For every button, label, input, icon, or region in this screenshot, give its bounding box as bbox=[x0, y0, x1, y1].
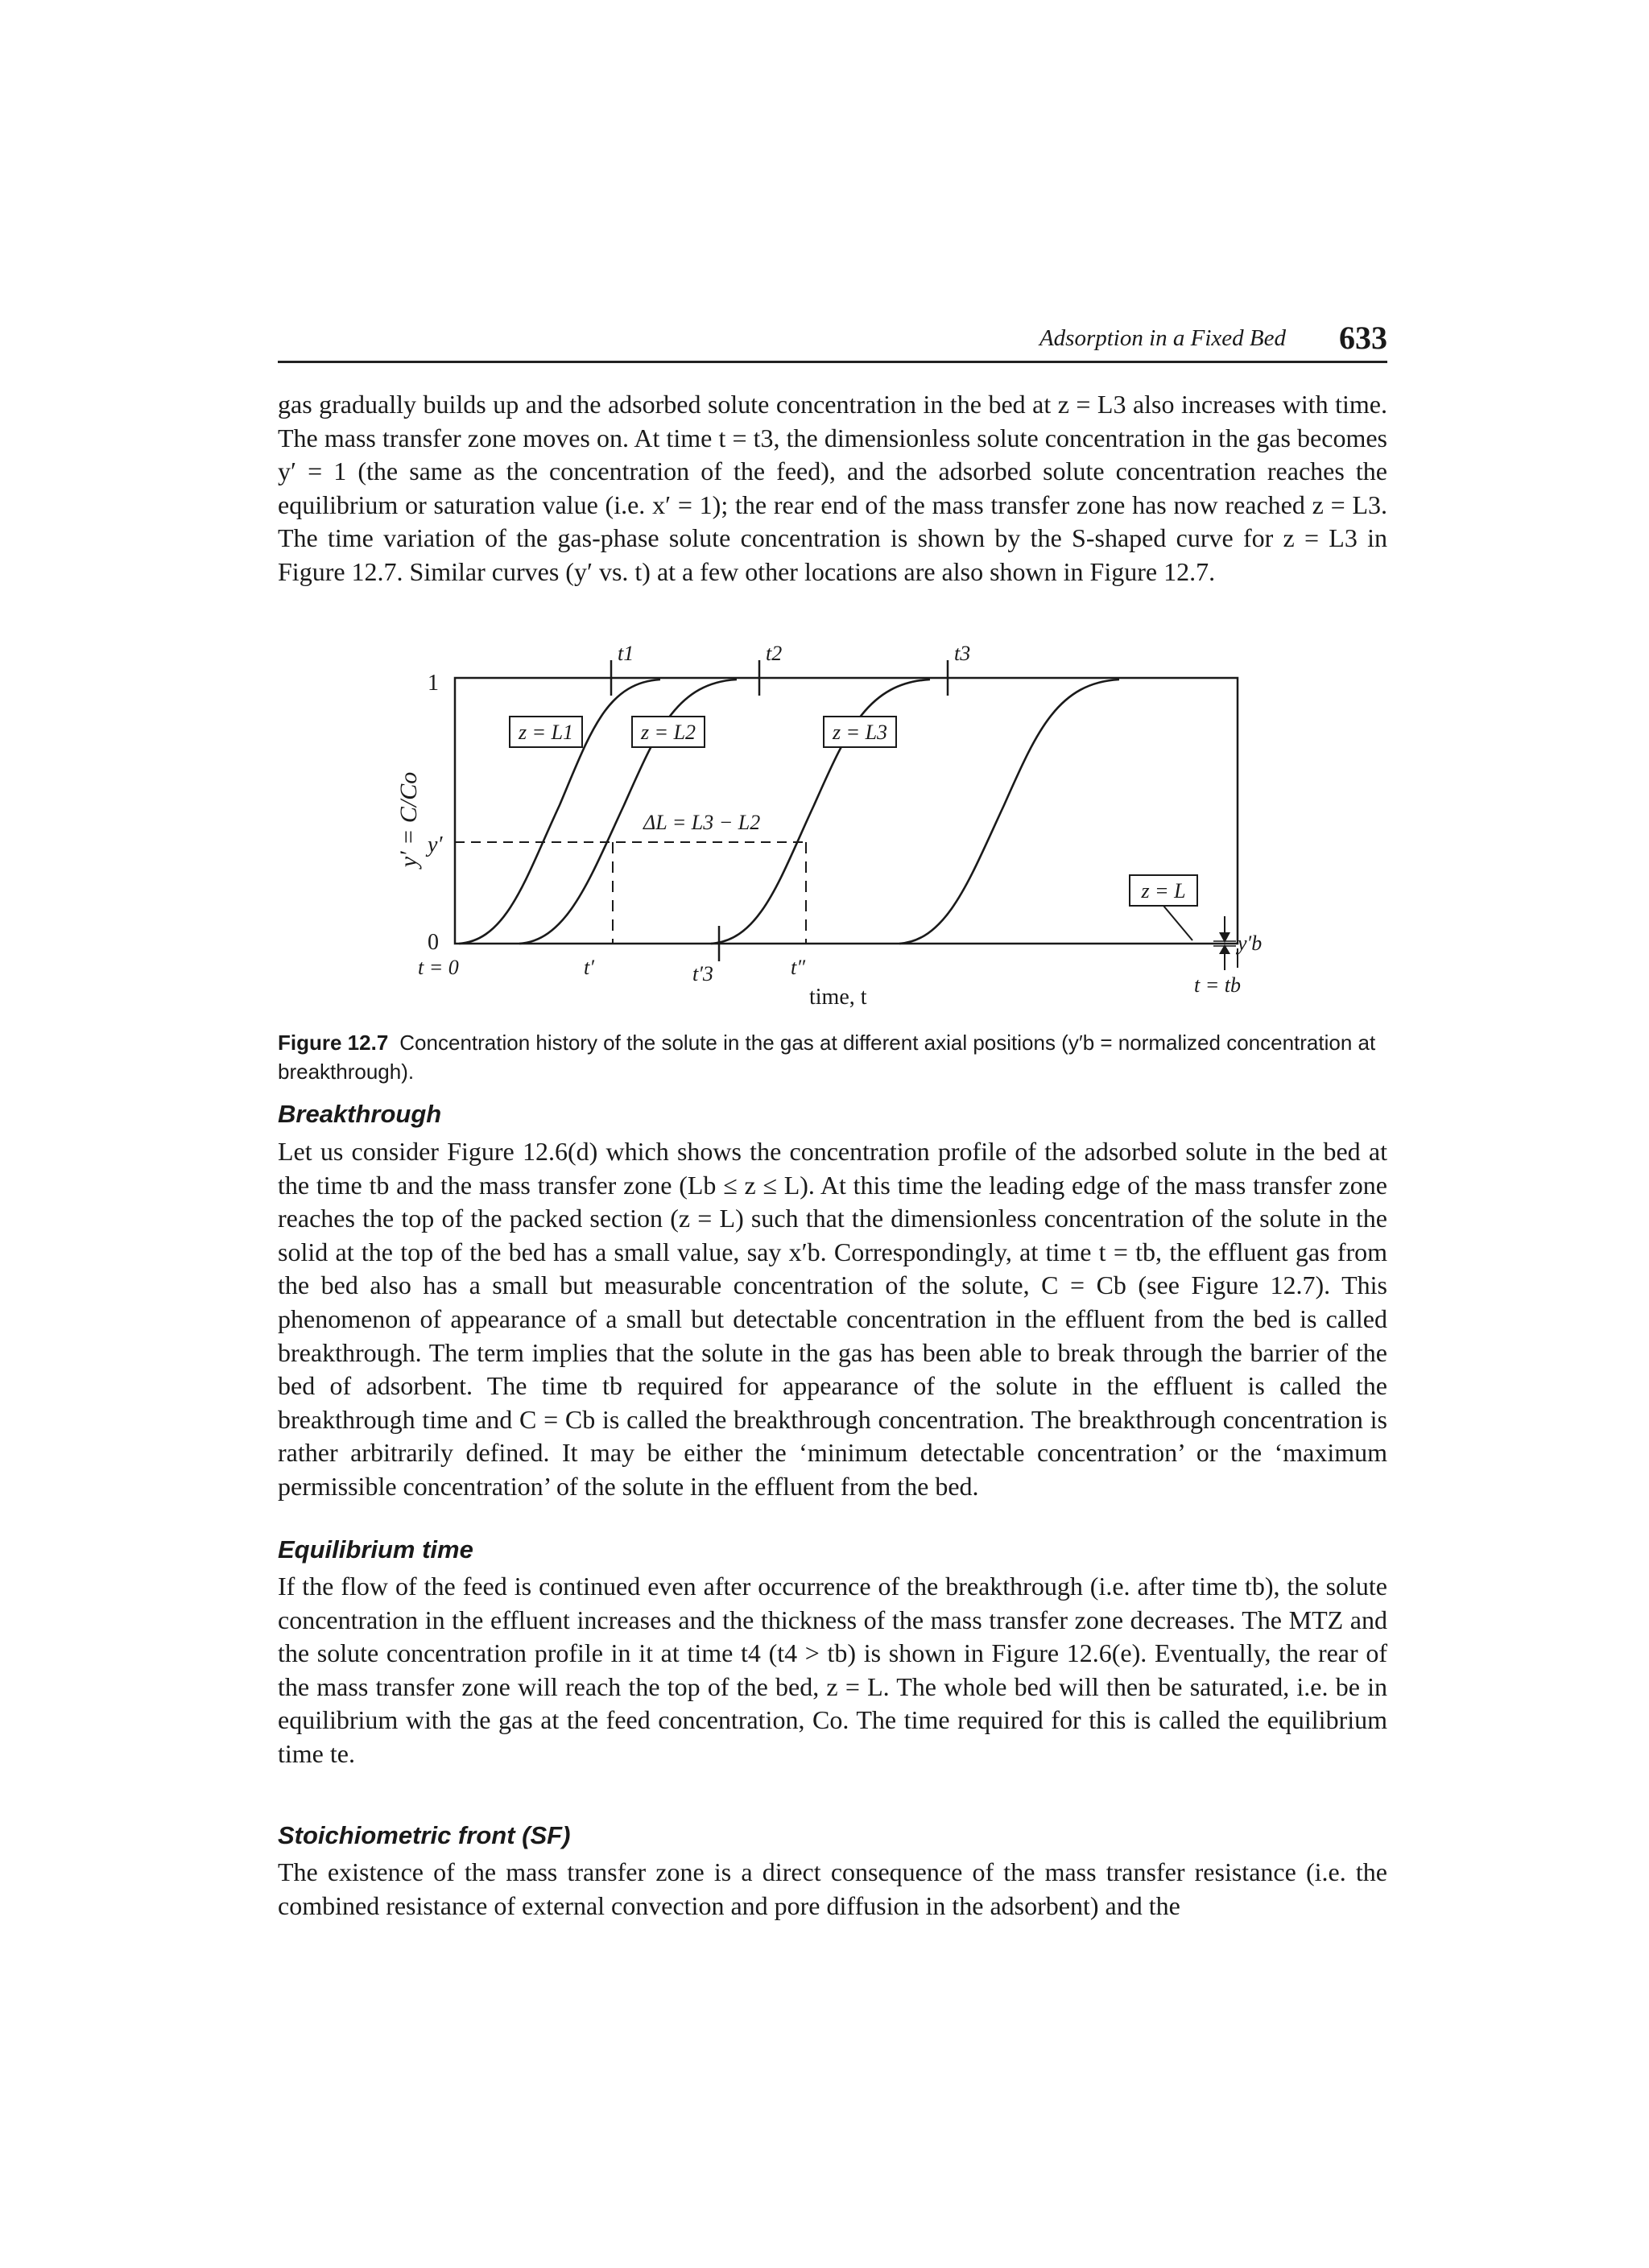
figure-12-7 bbox=[366, 636, 1292, 1022]
x-axis-label: time, t bbox=[809, 985, 867, 1010]
label-t-eq-tb: t = tb bbox=[1194, 973, 1241, 997]
paragraph-stoichiometric-front: The existence of the mass transfer zone is a direct consequence of the mass transfer resistance (i.e. the combined resistance of external convection and pore diffusion in the adsorbent) and the bbox=[278, 1857, 1387, 1920]
paragraph-equilibrium-time: If the flow of the feed is continued even after occurrence of the breakthrough (i.e. after time tb), the solute concentration in the effluent increases and the thickness of the mass transfer zone decreases. The MTZ and the solute concentration profile in it at time t4 (t4 > tb) is shown in Figure 12.6(e). Eventually, the rear of the mass transfer zone will reach the top of the bed, z = L. The whole bed will then be saturated, i.e. be in equilibrium with the gas at the feed concentration, Co. The time required for this is called the equilibrium time te. bbox=[278, 1572, 1387, 1768]
running-head bbox=[278, 320, 1387, 363]
y-axis-label: y′ = C/Co bbox=[395, 771, 422, 868]
label-z-l3: z = L3 bbox=[832, 721, 888, 744]
label-t3-prime: t′3 bbox=[692, 962, 713, 985]
pointer-z-l bbox=[1163, 906, 1192, 940]
label-t2: t2 bbox=[766, 642, 783, 665]
label-t1: t1 bbox=[618, 642, 634, 665]
label-t-zero: t = 0 bbox=[418, 956, 459, 979]
label-t-prime: t′ bbox=[584, 956, 594, 979]
intro-paragraph: gas gradually builds up and the adsorbed solute concentration in the bed at z = L3 also increases with time. The mass transfer zone moves on. At time t = t3, the dimensionless solute concentration in the gas becomes y′ = 1 (the same as the concentration of the feed), and the adsorbed solute concentration reaches the equilibrium or saturation value (i.e. x′ = 1); the rear end of the mass transfer zone has now reached z = L3. The time variation of the gas-phase solute concentration is shown by the S-shaped curve for z = L3 in Figure 12.7. Similar curves (y′ vs. t) at a few other locations are also shown in Figure 12.7. bbox=[278, 390, 1387, 586]
curve-z-l bbox=[899, 680, 1119, 944]
y-tick-1: 1 bbox=[428, 671, 439, 696]
label-t-double-prime: t″ bbox=[791, 956, 806, 979]
label-z-l2: z = L2 bbox=[640, 721, 696, 744]
delta-l-label: ΔL = L3 − L2 bbox=[643, 811, 761, 834]
yb-label: y′b bbox=[1238, 932, 1263, 955]
caption-label: Figure 12.7 bbox=[278, 1031, 389, 1055]
label-t3: t3 bbox=[954, 642, 971, 665]
heading-stoichiometric-front: Stoichiometric front (SF) bbox=[278, 1821, 571, 1849]
caption-text: Concentration history of the solute in the gas at different axial positions (y′b = normalized concentration at breakthrough). bbox=[278, 1031, 1376, 1084]
heading-breakthrough: Breakthrough bbox=[278, 1100, 442, 1128]
figure-caption bbox=[278, 1028, 1387, 1086]
label-z-l1: z = L1 bbox=[518, 721, 574, 744]
running-title: Adsorption in a Fixed Bed bbox=[1039, 325, 1286, 351]
y-tick-yprime: y′ bbox=[428, 832, 443, 857]
y-tick-0: 0 bbox=[428, 930, 439, 955]
paragraph-breakthrough: Let us consider Figure 12.6(d) which shows the concentration profile of the adsorbed solute in the bed at the time tb and the mass transfer zone (Lb ≤ z ≤ L). At this time the leading edge of the mass transfer zone reaches the top of the packed section (z = L) such that the dimensionless concentration of the solute in the solid at the top of the bed has a small value, say x′b. Correspondingly, at time t = tb, the effluent gas from the bed also has a small but measurable concentration of the solute, C = Cb (see Figure 12.7). This phenomenon of appearance of a small but detectable concentration in the effluent from the bed is called breakthrough. The term implies that the solute in the gas has been able to break through the barrier of the bed of adsorbent. The time tb required for appearance of the solute in the effluent is called the breakthrough time and C = Cb is called the breakthrough concentration. The breakthrough concentration is rather arbitrarily defined. It may be either the ‘minimum detectable concentration’ or the ‘maximum permissible concentration’ of the solute in the effluent from the bed. bbox=[278, 1137, 1387, 1501]
heading-equilibrium-time: Equilibrium time bbox=[278, 1535, 473, 1564]
page-number: 633 bbox=[1339, 320, 1387, 356]
label-z-l: z = L bbox=[1141, 879, 1186, 903]
